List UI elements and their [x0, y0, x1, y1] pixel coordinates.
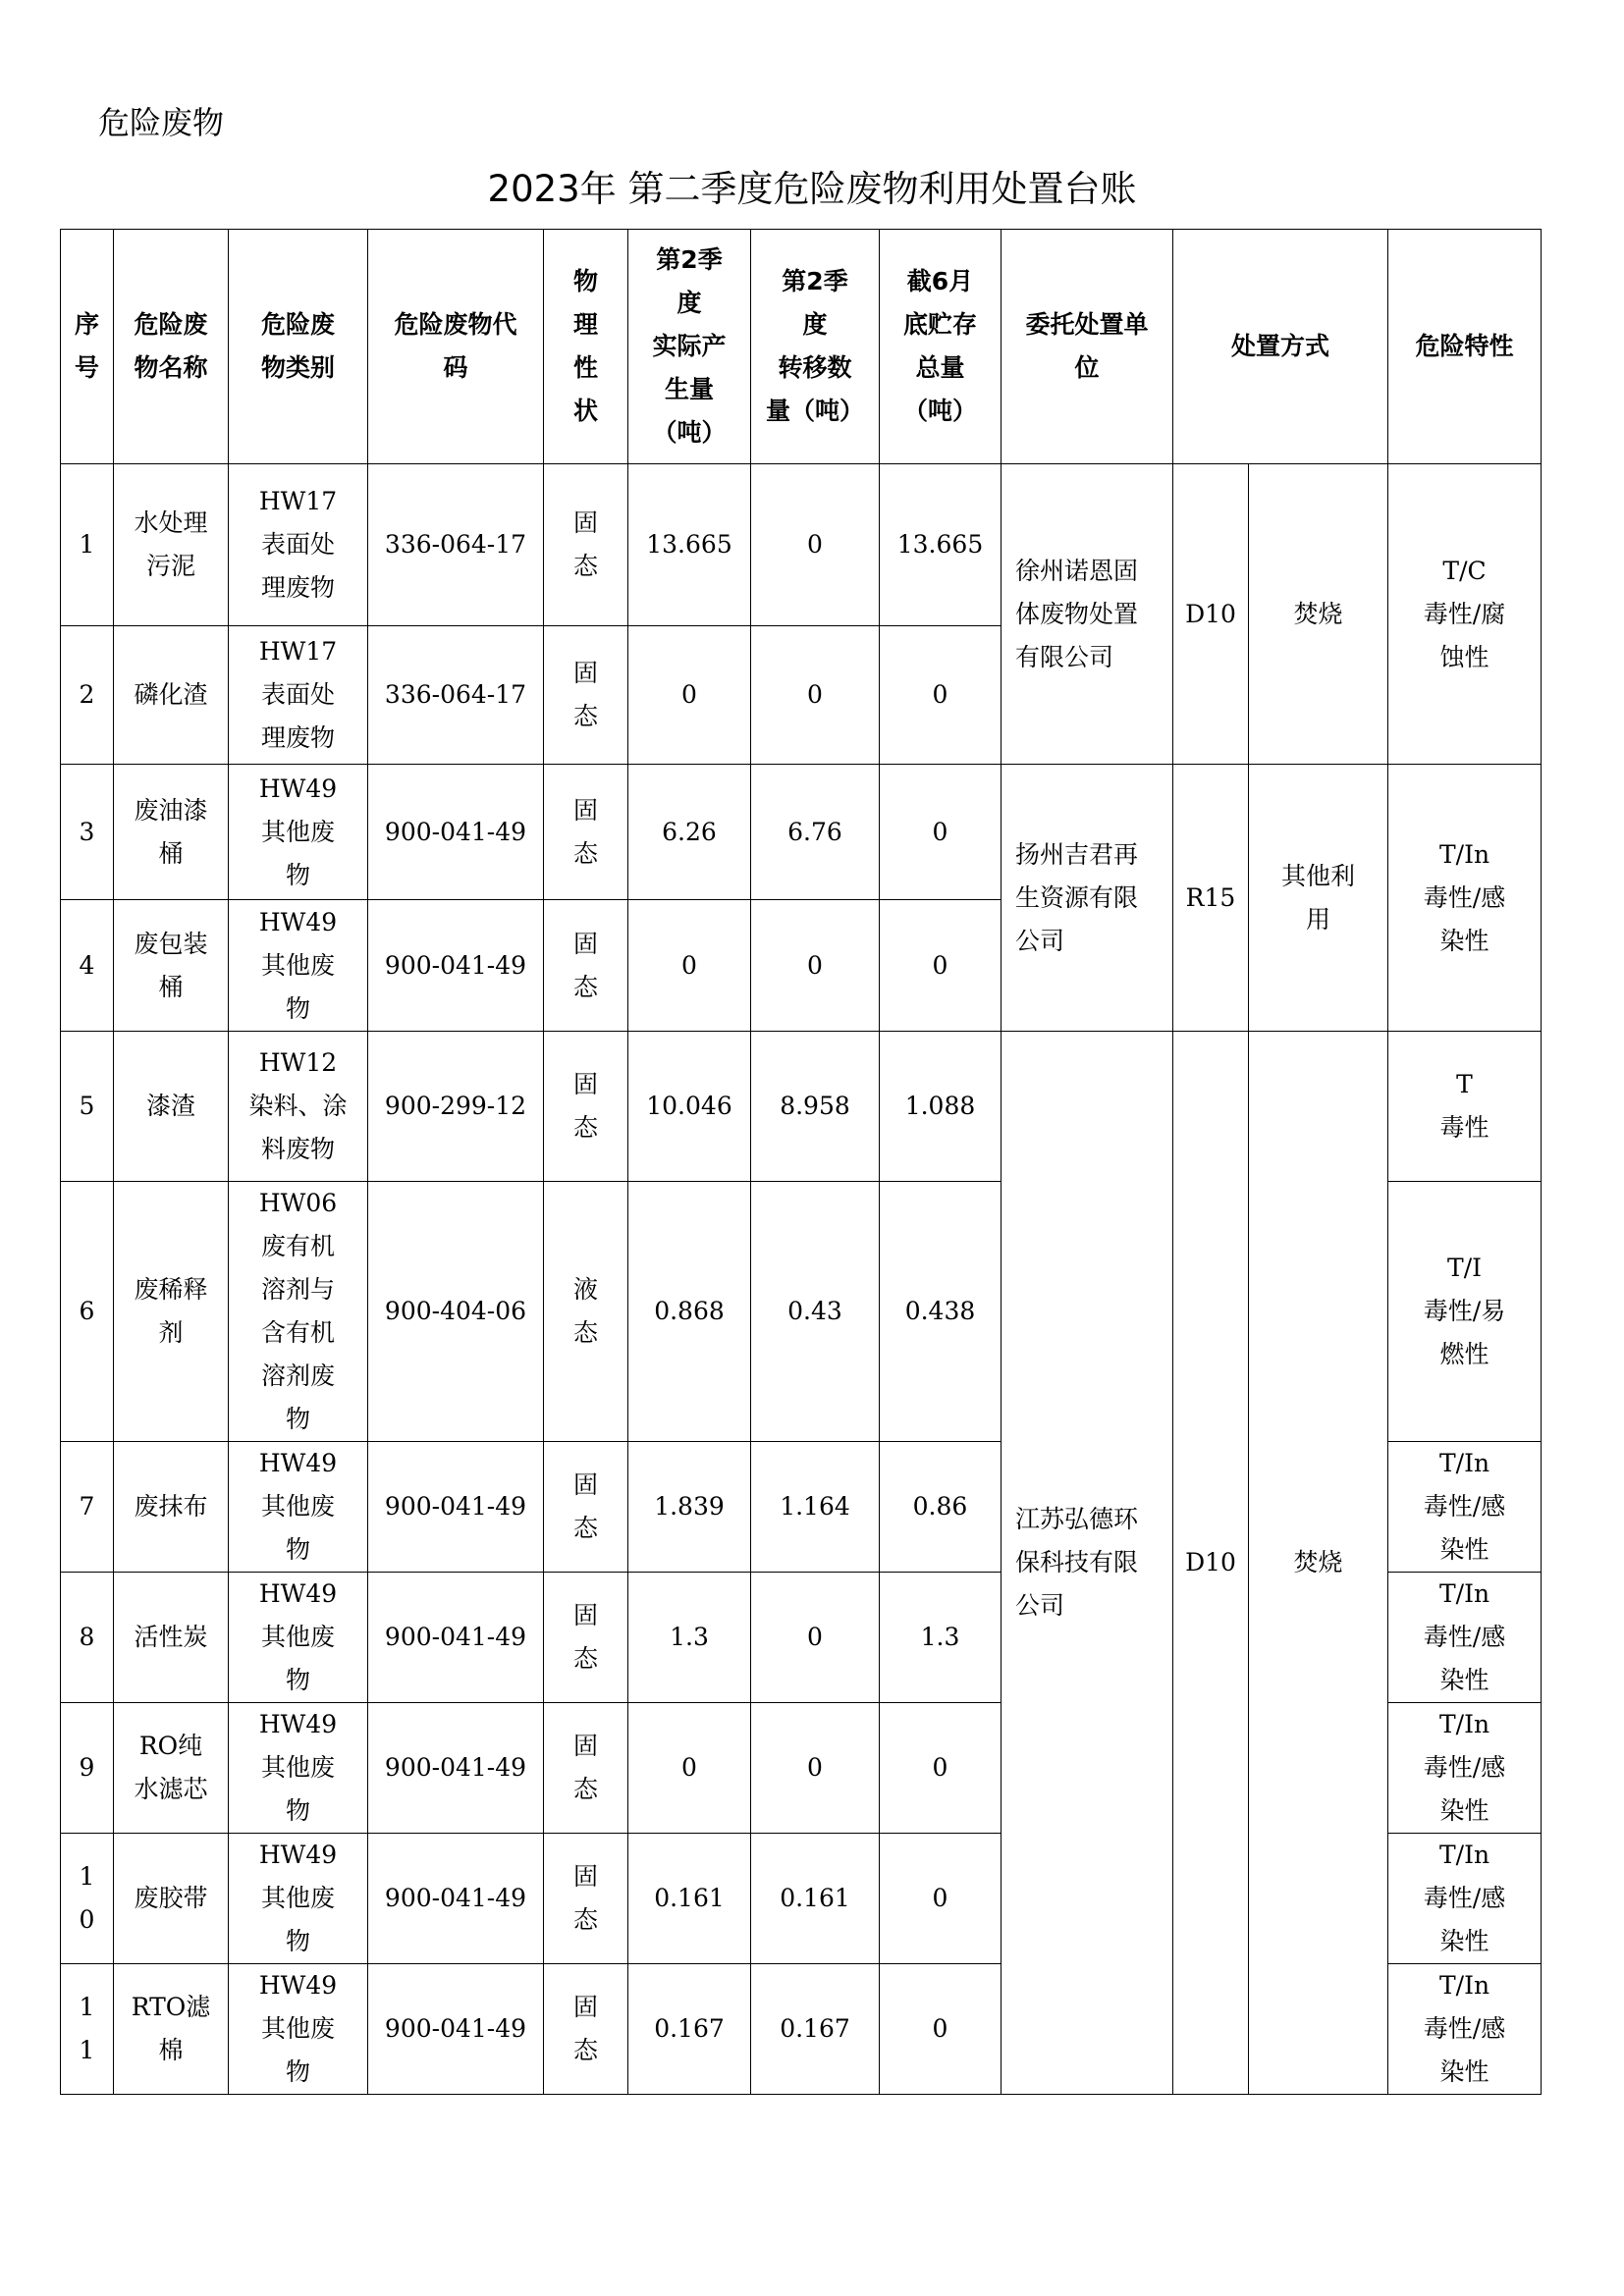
- cell-transferred: 0.43: [751, 1182, 880, 1442]
- table-row: [61, 1032, 1542, 1182]
- cell-waste-code: 900-404-06: [368, 1182, 544, 1442]
- cell-waste-code: 900-041-49: [368, 765, 544, 900]
- cell-waste-name: 磷化渣: [114, 626, 229, 765]
- cell-transferred: 0: [751, 900, 880, 1032]
- cell-waste-name: 漆渣: [114, 1032, 229, 1182]
- cell-transferred: 8.958: [751, 1032, 880, 1182]
- cell-disposal-unit: 江苏弘德环 保科技有限 公司: [1001, 1032, 1173, 2095]
- cell-waste-code: 900-041-49: [368, 1834, 544, 1964]
- hazardous-waste-ledger-table: [60, 229, 1542, 2095]
- cell-waste-name: 废抹布: [114, 1442, 229, 1573]
- cell-disposal-code: D10: [1173, 1032, 1249, 2095]
- cell-waste-category: HW49 其他废 物: [229, 1834, 368, 1964]
- header-stored-amount: 截6月 底贮存 总量 （吨）: [880, 230, 1001, 464]
- header-disposal-unit: 委托处置单 位: [1001, 230, 1173, 464]
- cell-waste-code: 900-299-12: [368, 1032, 544, 1182]
- cell-waste-name: RTO滤 棉: [114, 1964, 229, 2095]
- cell-physical-state: 固 态: [544, 1032, 628, 1182]
- cell-waste-category: HW06 废有机 溶剂与 含有机 溶剂废 物: [229, 1182, 368, 1442]
- cell-hazard: T/In 毒性/感 染性: [1388, 1834, 1542, 1964]
- cell-waste-name: RO纯 水滤芯: [114, 1703, 229, 1834]
- cell-waste-category: HW49 其他废 物: [229, 1964, 368, 2095]
- cell-seq: 6: [61, 1182, 114, 1442]
- cell-stored: 0.438: [880, 1182, 1001, 1442]
- cell-stored: 1.3: [880, 1573, 1001, 1703]
- header-produced-amount: 第2季 度 实际产 生量 （吨）: [628, 230, 751, 464]
- cell-disposal-unit: 扬州吉君再 生资源有限 公司: [1001, 765, 1173, 1032]
- cell-produced: 0.868: [628, 1182, 751, 1442]
- cell-stored: 1.088: [880, 1032, 1001, 1182]
- header-waste-name: 危险废 物名称: [114, 230, 229, 464]
- cell-waste-category: HW17 表面处 理废物: [229, 626, 368, 765]
- table-row: [61, 464, 1542, 626]
- cell-seq: 3: [61, 765, 114, 900]
- cell-waste-code: 336-064-17: [368, 626, 544, 765]
- cell-transferred: 0.161: [751, 1834, 880, 1964]
- cell-hazard: T/In 毒性/感 染性: [1388, 1573, 1542, 1703]
- cell-physical-state: 固 态: [544, 1703, 628, 1834]
- cell-stored: 0: [880, 1703, 1001, 1834]
- cell-disposal-code: R15: [1173, 765, 1249, 1032]
- cell-waste-category: HW49 其他废 物: [229, 1573, 368, 1703]
- cell-physical-state: 固 态: [544, 464, 628, 626]
- cell-physical-state: 液 态: [544, 1182, 628, 1442]
- header-seq: 序 号: [61, 230, 114, 464]
- cell-hazard: T/In 毒性/感 染性: [1388, 1964, 1542, 2095]
- cell-seq: 7: [61, 1442, 114, 1573]
- cell-physical-state: 固 态: [544, 1573, 628, 1703]
- cell-hazard: T/In 毒性/感 染性: [1388, 1703, 1542, 1834]
- cell-waste-code: 900-041-49: [368, 1442, 544, 1573]
- cell-produced: 0.167: [628, 1964, 751, 2095]
- table-row: [61, 765, 1542, 900]
- cell-disposal-code: D10: [1173, 464, 1249, 765]
- cell-waste-name: 废稀释 剂: [114, 1182, 229, 1442]
- cell-seq: 5: [61, 1032, 114, 1182]
- cell-waste-category: HW49 其他废 物: [229, 1703, 368, 1834]
- cell-disposal-method: 其他利 用: [1249, 765, 1388, 1032]
- cell-waste-category: HW49 其他废 物: [229, 900, 368, 1032]
- cell-stored: 0.86: [880, 1442, 1001, 1573]
- cell-produced: 0.161: [628, 1834, 751, 1964]
- cell-produced: 0: [628, 1703, 751, 1834]
- cell-transferred: 6.76: [751, 765, 880, 900]
- cell-waste-category: HW12 染料、涂 料废物: [229, 1032, 368, 1182]
- cell-hazard: T/I 毒性/易 燃性: [1388, 1182, 1542, 1442]
- header-waste-code: 危险废物代 码: [368, 230, 544, 464]
- cell-physical-state: 固 态: [544, 900, 628, 1032]
- cell-waste-category: HW49 其他废 物: [229, 1442, 368, 1573]
- cell-produced: 6.26: [628, 765, 751, 900]
- cell-stored: 0: [880, 1964, 1001, 2095]
- cell-seq: 4: [61, 900, 114, 1032]
- cell-transferred: 0: [751, 626, 880, 765]
- header-hazard-property: 危险特性: [1388, 230, 1542, 464]
- cell-hazard: T/In 毒性/感 染性: [1388, 765, 1542, 1032]
- cell-transferred: 0: [751, 1703, 880, 1834]
- cell-physical-state: 固 态: [544, 1964, 628, 2095]
- cell-produced: 10.046: [628, 1032, 751, 1182]
- cell-physical-state: 固 态: [544, 1834, 628, 1964]
- cell-stored: 0: [880, 765, 1001, 900]
- header-physical-state: 物 理 性 状: [544, 230, 628, 464]
- cell-produced: 0: [628, 626, 751, 765]
- cell-hazard: T 毒性: [1388, 1032, 1542, 1182]
- cell-seq: 1: [61, 464, 114, 626]
- cell-waste-code: 900-041-49: [368, 1573, 544, 1703]
- header-row: [61, 230, 1542, 464]
- cell-waste-code: 900-041-49: [368, 900, 544, 1032]
- header-transferred-amount: 第2季 度 转移数 量（吨）: [751, 230, 880, 464]
- cell-physical-state: 固 态: [544, 765, 628, 900]
- cell-stored: 0: [880, 1834, 1001, 1964]
- cell-hazard: T/In 毒性/感 染性: [1388, 1442, 1542, 1573]
- cell-waste-code: 336-064-17: [368, 464, 544, 626]
- cell-waste-name: 水处理 污泥: [114, 464, 229, 626]
- header-waste-category: 危险废 物类别: [229, 230, 368, 464]
- cell-seq: 1 0: [61, 1834, 114, 1964]
- cell-waste-name: 废胶带: [114, 1834, 229, 1964]
- cell-waste-name: 废油漆 桶: [114, 765, 229, 900]
- cell-disposal-method: 焚烧: [1249, 464, 1388, 765]
- header-disposal-method: 处置方式: [1173, 230, 1388, 464]
- cell-disposal-unit: 徐州诺恩固 体废物处置 有限公司: [1001, 464, 1173, 765]
- cell-physical-state: 固 态: [544, 626, 628, 765]
- section-heading: 危险废物: [98, 104, 225, 141]
- cell-transferred: 1.164: [751, 1442, 880, 1573]
- cell-transferred: 0.167: [751, 1964, 880, 2095]
- cell-stored: 13.665: [880, 464, 1001, 626]
- cell-transferred: 0: [751, 464, 880, 626]
- cell-produced: 1.3: [628, 1573, 751, 1703]
- cell-hazard: T/C 毒性/腐 蚀性: [1388, 464, 1542, 765]
- cell-waste-category: HW17 表面处 理废物: [229, 464, 368, 626]
- cell-seq: 8: [61, 1573, 114, 1703]
- cell-waste-category: HW49 其他废 物: [229, 765, 368, 900]
- cell-seq: 9: [61, 1703, 114, 1834]
- cell-produced: 1.839: [628, 1442, 751, 1573]
- cell-waste-name: 废包装 桶: [114, 900, 229, 1032]
- cell-waste-name: 活性炭: [114, 1573, 229, 1703]
- cell-waste-code: 900-041-49: [368, 1964, 544, 2095]
- cell-seq: 1 1: [61, 1964, 114, 2095]
- cell-transferred: 0: [751, 1573, 880, 1703]
- cell-produced: 0: [628, 900, 751, 1032]
- cell-disposal-method: 焚烧: [1249, 1032, 1388, 2095]
- cell-seq: 2: [61, 626, 114, 765]
- cell-stored: 0: [880, 900, 1001, 1032]
- cell-produced: 13.665: [628, 464, 751, 626]
- cell-stored: 0: [880, 626, 1001, 765]
- document-title: 2023年 第二季度危险废物利用处置台账: [487, 168, 1137, 210]
- cell-waste-code: 900-041-49: [368, 1703, 544, 1834]
- cell-physical-state: 固 态: [544, 1442, 628, 1573]
